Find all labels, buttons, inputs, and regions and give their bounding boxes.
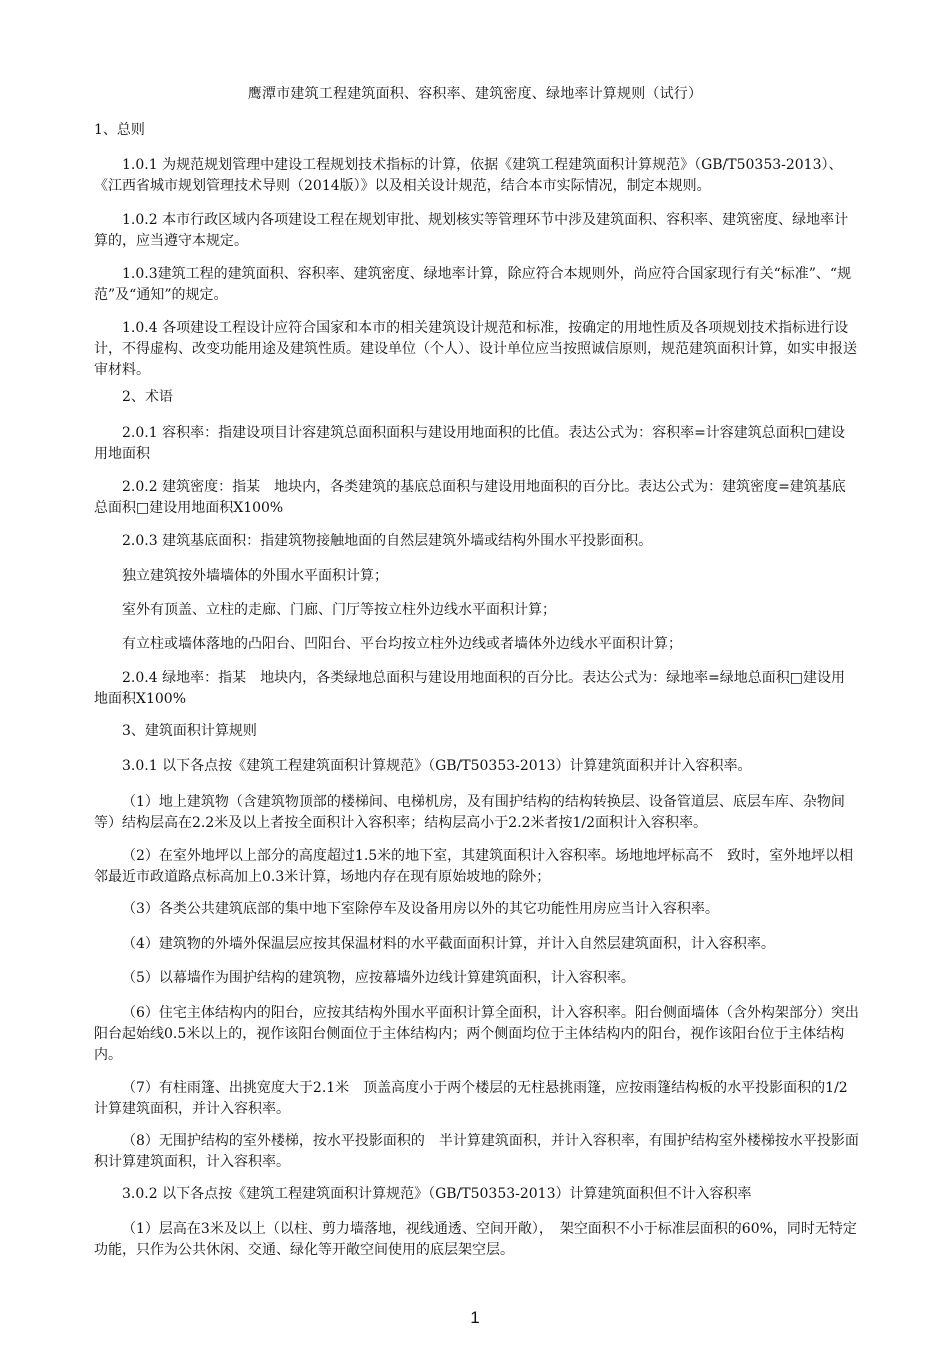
clause-2-0-3: 2.0.3 建筑基底面积：指建筑物接触地面的自然层建筑外墙或结构外围水平投影面积。 xyxy=(122,533,653,549)
clause-3-0-2: 3.0.2 以下各点按《建筑工程建筑面积计算规范》（GB/T50353-2013）计算建筑面积但不计入容积率 xyxy=(122,1186,752,1202)
clause-2-0-1: 2.0.1 容积率：指建设项目计容建筑总面积面积与建设用地面积的比值。表达公式为：容积率=计容建筑总面积□建设用地面积 xyxy=(94,425,846,462)
clause-3-0-1: 3.0.1 以下各点按《建筑工程建筑面积计算规范》（GB/T50353-2013）计算建筑面积并计入容积率。 xyxy=(122,758,752,774)
page-number: 1 xyxy=(470,1308,480,1327)
clause-2-0-2: 2.0.2 建筑密度：指某 地块内，各类建筑的基底总面积与建设用地面积的百分比。表达公式为：建筑密度=建筑基底总面积□建设用地面积X100% xyxy=(94,479,846,516)
clause-1-0-4: 1.0.4 各项建设工程设计应符合国家和本市的相关建筑设计规范和标准，按确定的用地性质及各项规划技术指标进行设计，不得虚构、改变功能用途及建筑性质。建设单位（个人）、设计单位应当按照诚信原则，规范建筑面积计算，如实申报送审材料。 xyxy=(94,320,857,378)
item-3-0-1-2: （2）在室外地坪以上部分的高度超过1.5米的地下室，其建筑面积计入容积率。场地地坪标高不 致时，室外地坪以相邻最近市政道路点标高加上0.3米计算，场地内存在现有原始坡地的除外； xyxy=(94,848,854,885)
clause-2-0-4: 2.0.4 绿地率：指某 地块内，各类绿地总面积与建设用地面积的百分比。表达公式为：绿地率=绿地总面积□建设用地面积X100% xyxy=(94,670,846,707)
document-title: 鹰潭市建筑工程建筑面积、容积率、建筑密度、绿地率计算规则（试行） xyxy=(247,86,703,102)
item-3-0-2-1: （1）层高在3米及以上（以柱、剪力墙落地，视线通透、空间开敞）， 架空面积不小于标准层面积的60%，同时无特定功能，只作为公共休闲、交通、绿化等开敞空间使用的底层架空层。 xyxy=(94,1221,857,1258)
item-3-0-1-7: （7）有柱雨篷、出挑宽度大于2.1米 顶盖高度小于两个楼层的无柱悬挑雨篷，应按雨篷结构板的水平投影面积的1/2计算建筑面积，并计入容积率。 xyxy=(94,1080,848,1117)
base-area-rule-2: 室外有顶盖、立柱的走廊、门廊、门厅等按立柱外边线水平面积计算； xyxy=(122,602,556,618)
base-area-rule-3: 有立柱或墙体落地的凸阳台、凹阳台、平台均按立柱外边线或者墙体外边线水平面积计算； xyxy=(122,636,682,652)
clause-1-0-1: 1.0.1 为规范规划管理中建设工程规划技术指标的计算，依据《建筑工程建筑面积计算规范》（GB/T50353-2013）、《江西省城市规划管理技术导则（2014版）》以及相关设计规范，结合本市实际情况，制定本规则。 xyxy=(94,157,843,194)
item-3-0-1-5: （5）以幕墙作为围护结构的建筑物，应按幕墙外边线计算建筑面积，计入容积率。 xyxy=(122,970,635,986)
item-3-0-1-6: （6）住宅主体结构内的阳台，应按其结构外围水平面积计算全面积，计入容积率。阳台侧面墙体（含外构架部分）突出阳台起始线0.5米以上的，视作该阳台侧面位于主体结构内；两个侧面均位于主体结构内的阳台，视作该阳台位于主体结构内。 xyxy=(94,1005,859,1063)
clause-1-0-2: 1.0.2 本市行政区域内各项建设工程在规划审批、规划核实等管理环节中涉及建筑面积、容积率、建筑密度、绿地率计算的，应当遵守本规定。 xyxy=(94,212,849,249)
base-area-rule-1: 独立建筑按外墙墙体的外围水平面积计算； xyxy=(122,568,388,584)
item-3-0-1-8: （8）无围护结构的室外楼梯，按水平投影面积的 半计算建筑面积，并计入容积率，有围护结构室外楼梯按水平投影面积计算建筑面积，计入容积率。 xyxy=(94,1133,859,1170)
clause-1-0-3: 1.0.3建筑工程的建筑面积、容积率、建筑密度、绿地率计算，除应符合本规则外，尚应符合国家现行有关“标准”、“规范”及“通知”的规定。 xyxy=(94,266,852,303)
item-3-0-1-4: （4）建筑物的外墙外保温层应按其保温材料的水平截面面积计算，并计入自然层建筑面积，计入容积率。 xyxy=(122,936,775,952)
section-heading-area-rules: 3、建筑面积计算规则 xyxy=(122,723,257,739)
item-3-0-1-3: （3）各类公共建筑底部的集中地下室除停车及设备用房以外的其它功能性用房应当计入容积率。 xyxy=(122,901,719,917)
section-heading-terms: 2、术语 xyxy=(122,389,173,405)
item-3-0-1-1: （1）地上建筑物（含建筑物顶部的楼梯间、电梯机房，及有围护结构的结构转换层、设备管道层、底层车库、杂物间等）结构层高在2.2米及以上者按全面积计入容积率；结构层高小于2.2米者按1/2面积计入容积率。 xyxy=(94,794,845,831)
section-heading-general: 1、总则 xyxy=(94,122,145,138)
